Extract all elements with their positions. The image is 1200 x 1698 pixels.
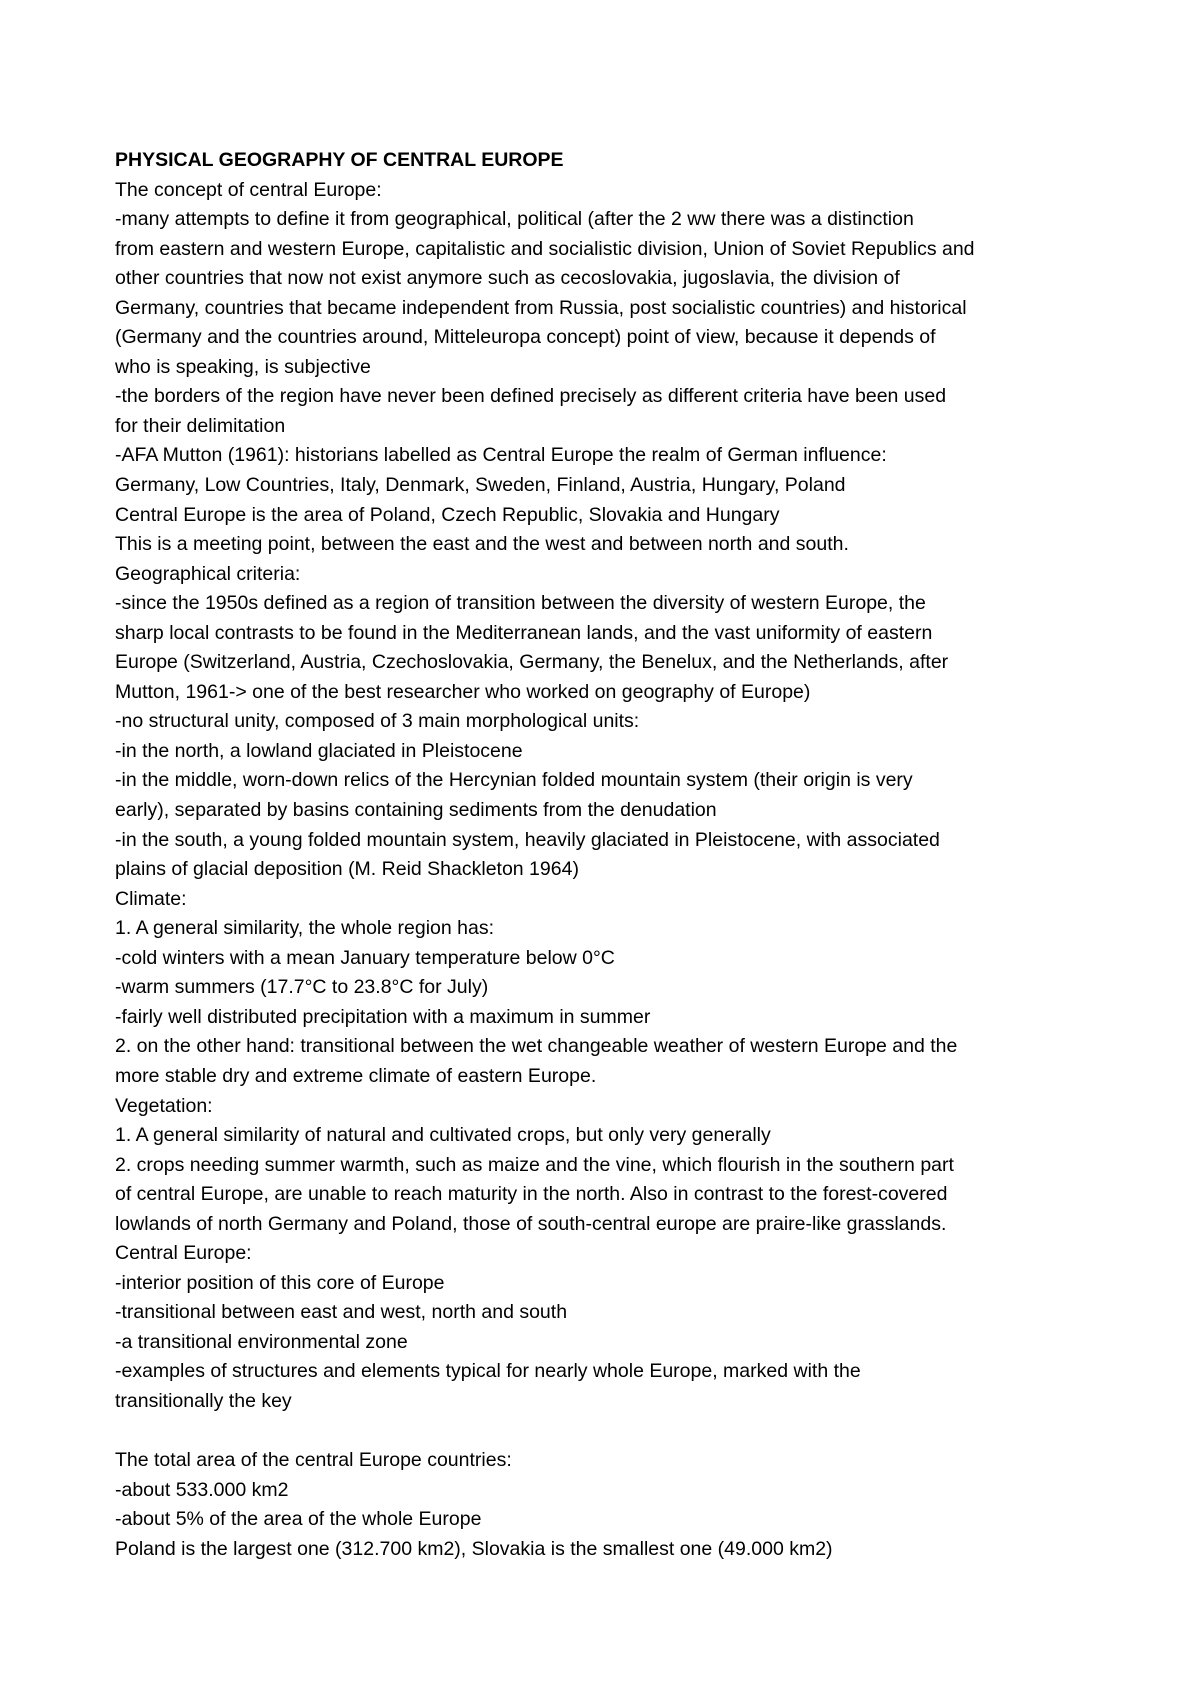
text-line: Mutton, 1961-> one of the best researcher who worked on geography of Europe) xyxy=(115,680,811,703)
text-line: early), separated by basins containing sediments from the denudation xyxy=(115,799,717,822)
text-line: more stable dry and extreme climate of eastern Europe. xyxy=(115,1064,597,1087)
text-line: plains of glacial deposition (M. Reid Shackleton 1964) xyxy=(115,858,579,881)
text-line: -transitional between east and west, north and south xyxy=(115,1301,568,1324)
text-line: who is speaking, is subjective xyxy=(115,355,371,378)
text-line: -since the 1950s defined as a region of transition between the diversity of western Europe, the xyxy=(115,592,926,615)
text-line: -fairly well distributed precipitation with a maximum in summer xyxy=(115,1005,651,1028)
text-line: -in the middle, worn-down relics of the Hercynian folded mountain system (their origin is very xyxy=(115,769,913,792)
text-line: The concept of central Europe: xyxy=(115,178,382,201)
text-line: 2. on the other hand: transitional between the wet changeable weather of western Europe and the xyxy=(115,1035,958,1058)
text-line: The total area of the central Europe countries: xyxy=(115,1449,512,1472)
text-line: Poland is the largest one (312.700 km2), Slovakia is the smallest one (49.000 km2) xyxy=(115,1537,833,1560)
text-line: Central Europe: xyxy=(115,1242,252,1265)
text-line: (Germany and the countries around, Mitteleuropa concept) point of view, because it depends of xyxy=(115,326,936,349)
text-line: for their delimitation xyxy=(115,414,286,437)
text-line: Vegetation: xyxy=(115,1094,213,1117)
blank-line xyxy=(115,1417,1115,1447)
text-line: -examples of structures and elements typical for nearly whole Europe, marked with the xyxy=(115,1360,861,1383)
text-line: Climate: xyxy=(115,887,187,910)
text-line: -no structural unity, composed of 3 main morphological units: xyxy=(115,710,640,733)
text-line: Central Europe is the area of Poland, Czech Republic, Slovakia and Hungary xyxy=(115,503,780,526)
text-line: -a transitional environmental zone xyxy=(115,1330,408,1353)
text-line: of central Europe, are unable to reach maturity in the north. Also in contrast to the forest-covered xyxy=(115,1183,948,1206)
text-line: from eastern and western Europe, capitalistic and socialistic division, Union of Soviet Republics and xyxy=(115,237,975,260)
text-line: Europe (Switzerland, Austria, Czechoslovakia, Germany, the Benelux, and the Netherlands, after xyxy=(115,651,949,674)
text-line: -in the south, a young folded mountain system, heavily glaciated in Pleistocene, with associated xyxy=(115,828,940,851)
text-line: transitionally the key xyxy=(115,1389,292,1412)
text-line: other countries that now not exist anymore such as cecoslovakia, jugoslavia, the division of xyxy=(115,267,900,290)
text-line: -the borders of the region have never been defined precisely as different criteria have been used xyxy=(115,385,947,408)
text-line: -in the north, a lowland glaciated in Pleistocene xyxy=(115,739,523,762)
text-line: -about 5% of the area of the whole Europe xyxy=(115,1508,482,1531)
text-line: -about 533.000 km2 xyxy=(115,1478,289,1501)
text-line: -warm summers (17.7°C to 23.8°C for July) xyxy=(115,976,489,999)
text-line: -cold winters with a mean January temperature below 0°C xyxy=(115,946,615,969)
text-line: lowlands of north Germany and Poland, those of south-central europe are praire-like grasslands. xyxy=(115,1212,947,1235)
text-line: 2. crops needing summer warmth, such as maize and the vine, which flourish in the southern part xyxy=(115,1153,954,1176)
text-line: 1. A general similarity, the whole region has: xyxy=(115,917,495,940)
text-line: 1. A general similarity of natural and cultivated crops, but only very generally xyxy=(115,1124,771,1147)
text-line: -interior position of this core of Europe xyxy=(115,1271,445,1294)
text-line: -many attempts to define it from geographical, political (after the 2 ww there was a distinction xyxy=(115,208,914,231)
text-line: This is a meeting point, between the east and the west and between north and south. xyxy=(115,533,849,556)
text-line: -AFA Mutton (1961): historians labelled as Central Europe the realm of German influence: xyxy=(115,444,887,467)
text-line: Germany, countries that became independent from Russia, post socialistic countries) and historical xyxy=(115,296,967,319)
text-line: Germany, Low Countries, Italy, Denmark, Sweden, Finland, Austria, Hungary, Poland xyxy=(115,474,846,497)
text-line: Geographical criteria: xyxy=(115,562,301,585)
text-line: sharp local contrasts to be found in the Mediterranean lands, and the vast uniformity of eastern xyxy=(115,621,933,644)
document-title: PHYSICAL GEOGRAPHY OF CENTRAL EUROPE xyxy=(115,149,564,171)
document-body xyxy=(115,146,1115,1564)
